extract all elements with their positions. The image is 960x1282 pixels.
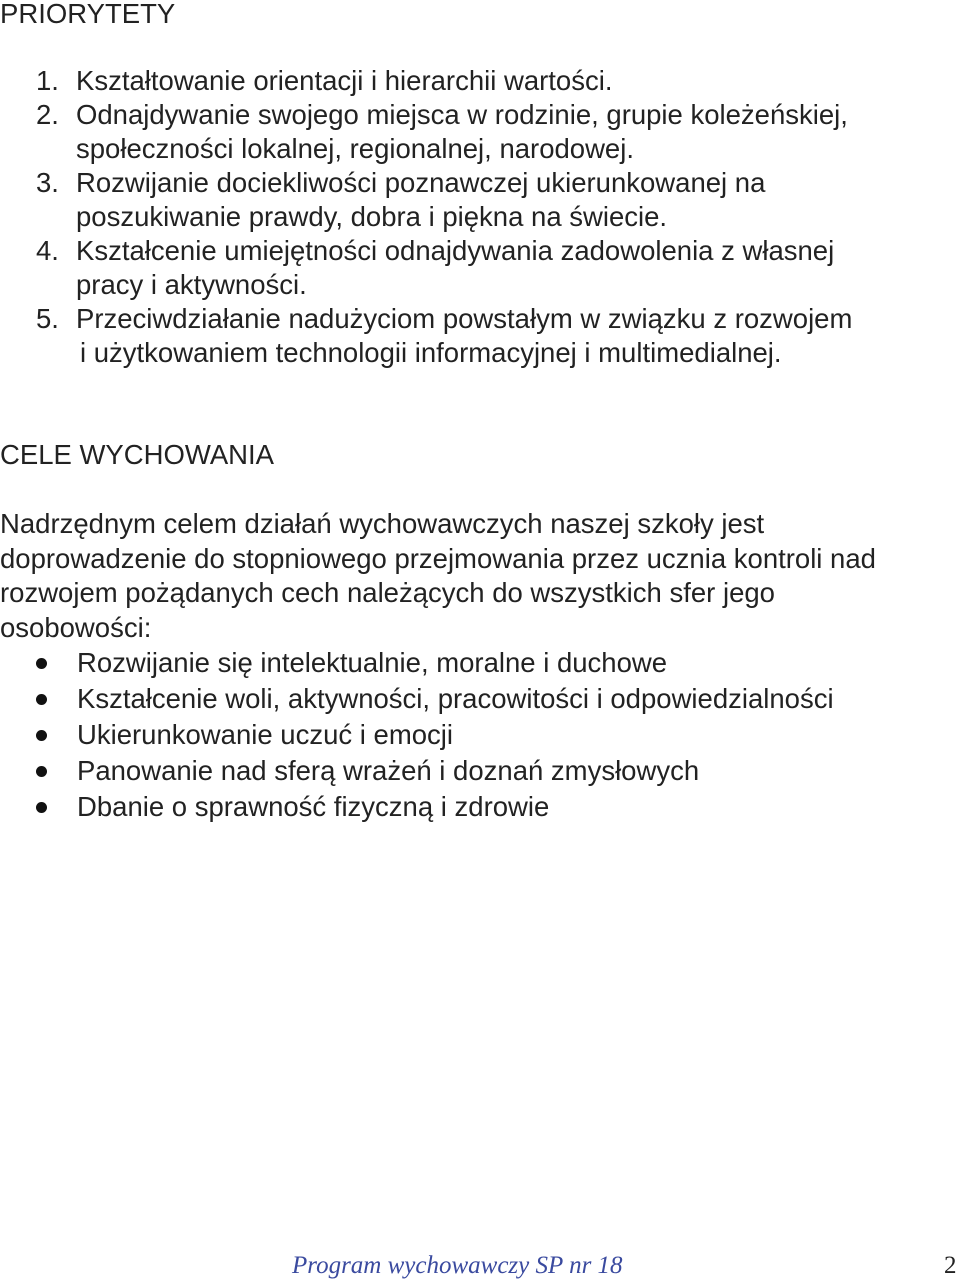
priority-item bbox=[0, 234, 960, 302]
bullet-list-item bbox=[0, 681, 960, 717]
priority-item bbox=[0, 166, 960, 234]
bullet-icon bbox=[36, 730, 47, 741]
priorities-heading: PRIORYTETY bbox=[0, 0, 176, 29]
intro-text-line: doprowadzenie do stopniowego przejmowania przez ucznia kontroli nad bbox=[0, 542, 876, 574]
bullet-list-item bbox=[0, 645, 960, 681]
priorities-list bbox=[0, 64, 960, 370]
priority-number: 1. bbox=[36, 65, 59, 96]
bullet-list-item bbox=[0, 753, 960, 789]
priority-text-line: Kształcenie umiejętności odnajdywania zadowolenia z własnej bbox=[76, 235, 835, 266]
bullet-text: Ukierunkowanie uczuć i emocji bbox=[77, 719, 453, 750]
priority-text-line: Przeciwdziałanie nadużyciom powstałym w związku z rozwojem bbox=[76, 303, 853, 334]
bullet-list-item bbox=[0, 717, 960, 753]
priority-number: 4. bbox=[36, 235, 59, 266]
footer-document-title: Program wychowawczy SP nr 18 bbox=[292, 1252, 623, 1279]
bullet-icon bbox=[36, 766, 47, 777]
intro-text-line: Nadrzędnym celem działań wychowawczych naszej szkoły jest bbox=[0, 508, 765, 539]
priority-number: 2. bbox=[36, 99, 59, 130]
priority-number: 3. bbox=[36, 167, 59, 198]
intro-text-line: rozwojem pożądanych cech należących do wszystkich sfer jego bbox=[0, 577, 775, 608]
bullet-icon bbox=[36, 658, 47, 669]
priority-text-line: społeczności lokalnej, regionalnej, narodowej. bbox=[76, 133, 634, 164]
bullet-text: Panowanie nad sferą wrażeń i doznań zmysłowych bbox=[77, 755, 700, 786]
priority-text-line: i użytkowaniem technologii informacyjnej i multimedialnej. bbox=[80, 337, 782, 368]
bullet-text: Rozwijanie się intelektualnie, moralne i duchowe bbox=[77, 647, 668, 678]
priority-text-line: Kształtowanie orientacji i hierarchii wartości. bbox=[76, 65, 613, 96]
goals-bullet-list bbox=[0, 645, 960, 825]
bullet-icon bbox=[36, 802, 47, 813]
priority-text-line: Odnajdywanie swojego miejsca w rodzinie, grupie koleżeńskiej, bbox=[76, 99, 848, 130]
priority-text-line: pracy i aktywności. bbox=[76, 269, 307, 300]
footer-page-number: 2 bbox=[944, 1252, 957, 1279]
bullet-text: Kształcenie woli, aktywności, pracowitości i odpowiedzialności bbox=[77, 683, 834, 714]
goals-heading: CELE WYCHOWANIA bbox=[0, 439, 275, 470]
goals-intro-paragraph bbox=[0, 507, 960, 645]
priority-number: 5. bbox=[36, 303, 59, 334]
intro-text-line: osobowości: bbox=[0, 611, 152, 643]
bullet-text: Dbanie o sprawność fizyczną i zdrowie bbox=[77, 791, 550, 822]
bullet-list-item bbox=[0, 789, 960, 825]
priority-item bbox=[0, 64, 960, 98]
priority-item bbox=[0, 302, 960, 370]
bullet-icon bbox=[36, 694, 47, 705]
priority-text-line: poszukiwanie prawdy, dobra i piękna na świecie. bbox=[76, 201, 668, 232]
priority-text-line: Rozwijanie dociekliwości poznawczej ukierunkowanej na bbox=[76, 167, 766, 198]
priority-item bbox=[0, 98, 960, 166]
